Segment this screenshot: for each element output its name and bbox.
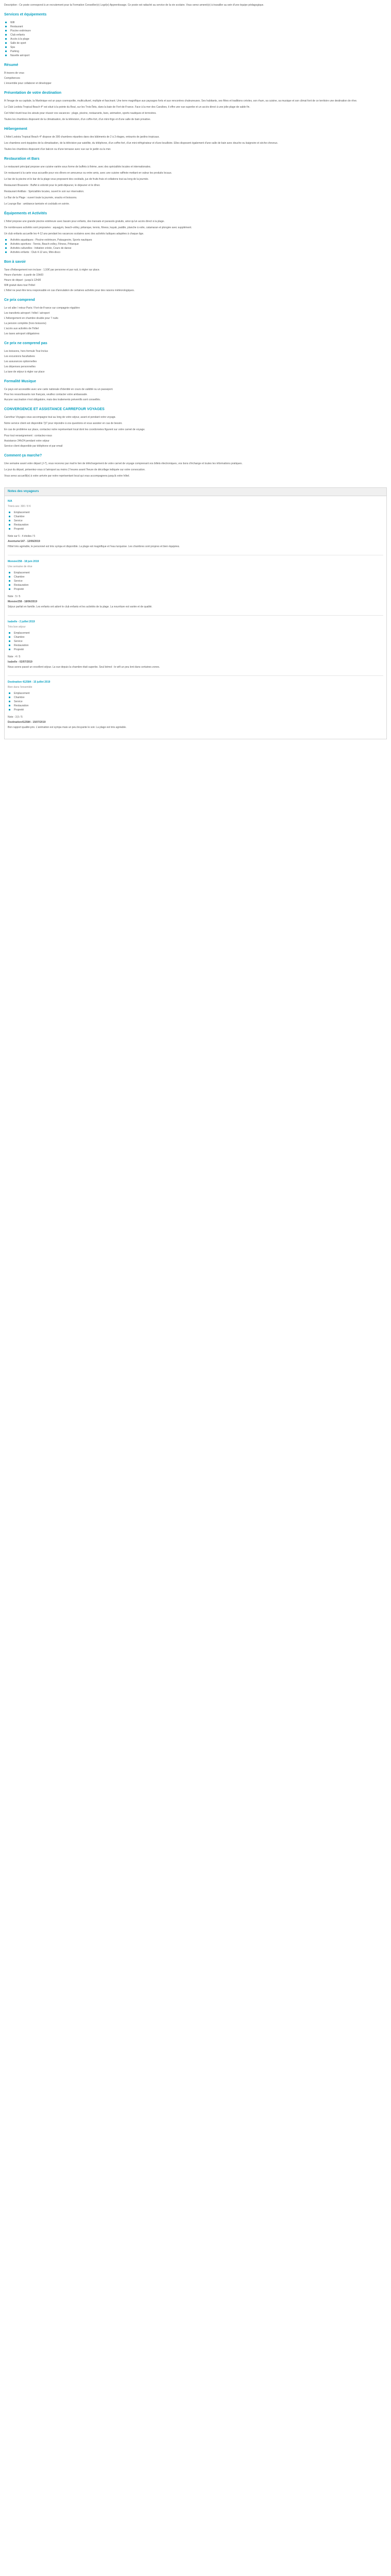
- list-item: Service: [8, 700, 383, 704]
- bon-savoir-line: L'hôtel ne peut être tenu responsable en cas d'annulation de certaines activités pour des raisons météorologiques.: [4, 289, 135, 292]
- resume-line: L'ensemble pour collaborer et développer: [4, 82, 52, 85]
- review-title: Isabelle - 2 juillet 2019: [8, 620, 35, 623]
- list-item: Activités sportives : Tennis, Beach-volley, Fitness, Pétanque: [4, 242, 387, 246]
- services-title: Services et équipements: [4, 13, 47, 16]
- review-author: Isabelle - 02/07/2019: [8, 660, 32, 664]
- prix-comprend-pas-item: Les boissons, hors formule Tout Inclus: [4, 350, 48, 353]
- conseils-paragraph: En cas de problème sur place, contactez notre représentant local dont les coordonnées figurent sur votre carnet de voyage.: [4, 428, 145, 431]
- comment-title: Comment ça marche?: [4, 454, 42, 457]
- review-author: Monsier258 - 18/06/2019: [8, 600, 37, 603]
- conseils-line: Assistance 24h/24 pendant votre séjour: [4, 439, 50, 443]
- review-title: N/A: [8, 500, 12, 503]
- review-title: Monsier258 - 18 juin 2019: [8, 560, 39, 563]
- hebergement-paragraph: Les chambres sont équipées de la climatisation, de la télévision par satellite, du téléphone, d'un coffre-fort, d'un mini-réfrigérateur et d'une bouilloire. Elles disposent également d'une salle de bain avec douche ou baignoire et sèche-cheveux.: [4, 142, 278, 145]
- bon-savoir-line: Wifi gratuit dans tout l'hôtel: [4, 284, 35, 287]
- review-text: Hôtel très agréable, le personnel est très sympa et disponible. La plage est magnifique et l'eau turquoise. Les chambres sont propres et bien équipées.: [8, 545, 180, 548]
- bon-savoir-title: Bon à savoir: [4, 260, 26, 264]
- review-post: [8, 499, 383, 549]
- conseils-paragraph: Carrefour Voyages vous accompagne tout au long de votre séjour, avant et pendant votre voyage.: [4, 416, 116, 419]
- list-item: Service: [8, 579, 383, 583]
- formalites-line: Pour les ressortissants non français, veuillez contacter votre ambassade.: [4, 393, 88, 396]
- conseils-line: Service client disponible par téléphone et par email: [4, 445, 63, 448]
- review-author: Destination412584 - 15/07/2019: [8, 721, 46, 724]
- services-list: [4, 21, 387, 58]
- list-item: Activités aquatiques : Piscine extérieure, Pataugeoire, Sports nautiques: [4, 238, 387, 242]
- list-item: Propreté: [8, 648, 383, 652]
- list-item: Chambre: [8, 635, 383, 639]
- comment-paragraph: Une semaine avant votre départ (J-7), vous recevrez par mail le lien de téléchargement de votre carnet de voyage comprenant vos billets électroniques, vos bons d'échange et toutes les informations pratiques.: [4, 462, 243, 465]
- prix-comprend-item: Les taxes aéroport obligatoires: [4, 332, 40, 335]
- notes-section: [4, 487, 387, 739]
- list-item: Salle de sport: [4, 41, 387, 45]
- restauration-paragraph: Le restaurant principal propose une cuisine variée sous forme de buffets à thème, avec des spécialités locales et internationales.: [4, 165, 151, 168]
- review-criteria-list: [8, 691, 383, 712]
- restauration-paragraph: Le bar de la piscine et le bar de la plage vous proposent des cocktails, jus de fruits frais et collations tout au long de la journée.: [4, 178, 149, 181]
- prix-comprend-item: L'accès aux activités de l'hôtel: [4, 327, 39, 330]
- review-date: Note sur 5 - 4 étoiles / 5: [8, 535, 36, 538]
- list-item: Service: [8, 639, 383, 643]
- divider: [8, 615, 383, 616]
- prix-comprend-item: Le vol aller / retour Paris / Fort-de-France sur compagnie régulière: [4, 307, 80, 310]
- presentation-paragraph: Le Club Lookéa Tropical Beach 4* est situé à la pointe du Bout, sur les Trois-Îlets, dans la baie de Fort-de-France. Face à la mer des Caraïbes, il offre une vue superbe et un accès direct à une jolie plage de sable fin.: [4, 106, 250, 109]
- notes-body: [5, 496, 386, 739]
- prix-comprend-item: Les transferts aéroport / hôtel / aéroport: [4, 312, 50, 315]
- equipements-paragraph: Un club enfants accueille les 4-12 ans pendant les vacances scolaires avec des activités ludiques adaptées à chaque âge.: [4, 232, 144, 235]
- list-item: Propreté: [8, 527, 383, 531]
- list-item: Restauration: [8, 523, 383, 527]
- bon-savoir-line: Heure d'arrivée : à partir de 15h00: [4, 274, 43, 277]
- list-item: Wifi: [4, 21, 387, 25]
- restauration-paragraph: Le Bar de la Plage : ouvert toute la journée, snacks et boissons.: [4, 196, 77, 199]
- list-item: Accès à la plage: [4, 37, 387, 41]
- review-text: Nous avons passé un excellent séjour. La vue depuis la chambre était superbe. Seul bémol : le wifi un peu lent dans certaines zones.: [8, 666, 160, 669]
- prix-comprend-item: L'hébergement en chambre double pour 7 nuits: [4, 317, 58, 320]
- conseils-line: Pour tout renseignement : contactez-nous: [4, 434, 52, 437]
- list-item: Service: [8, 519, 383, 523]
- equipements-paragraph: L'hôtel propose une grande piscine extérieure avec bassin pour enfants, des transats et parasols gratuits, ainsi qu'un accès direct à la plage.: [4, 220, 165, 223]
- prix-comprend-pas-item: La taxe de séjour à régler sur place: [4, 370, 45, 374]
- hebergement-paragraph: Toutes les chambres disposent d'un balcon ou d'une terrasse avec vue sur le jardin ou la mer.: [4, 148, 111, 151]
- list-item: Propreté: [8, 587, 383, 591]
- review-criteria-list: [8, 511, 383, 531]
- resume-line: À travers de vous: [4, 72, 24, 75]
- review-meta: Une semaine de rêve: [8, 565, 32, 568]
- list-item: Parking: [4, 49, 387, 54]
- list-item: Propreté: [8, 708, 383, 712]
- review-title: Destination 412584 - 15 juillet 2019: [8, 681, 51, 684]
- list-item: Navette aéroport: [4, 54, 387, 58]
- review-criteria-list: [8, 631, 383, 652]
- conseils-paragraph: Notre service client est disponible 7j/7 pour répondre à vos questions et vous assister en cas de besoin.: [4, 422, 123, 425]
- presentation-title: Présentation de votre destination: [4, 91, 61, 95]
- review-post: [8, 680, 383, 730]
- prix-comprend-title: Ce prix comprend: [4, 298, 35, 302]
- list-item: Emplacement: [8, 511, 383, 515]
- restauration-paragraph: Restaurant Brasserie : Buffet à volonté pour le petit-déjeuner, le déjeuner et le dîner.: [4, 184, 101, 187]
- equipements-list: [4, 238, 387, 255]
- review-author: Aventurier147 - 12/06/2019: [8, 540, 40, 543]
- list-item: Chambre: [8, 696, 383, 700]
- review-date: Note : 3,5 / 5: [8, 716, 23, 719]
- list-item: Piscine extérieure: [4, 29, 387, 33]
- review-text: Bon rapport qualité-prix. L'animation est sympa mais un peu bruyante le soir. La plage est très agréable.: [8, 726, 127, 729]
- review-post: [8, 560, 383, 609]
- list-item: Club enfants: [4, 33, 387, 37]
- hebergement-title: Hébergement: [4, 127, 27, 131]
- formalites-line: Aucune vaccination n'est obligatoire, mais des traitements préventifs sont conseillés.: [4, 398, 101, 401]
- review-meta: Très bon séjour: [8, 625, 26, 629]
- prix-comprend-pas-item: Les dépenses personnelles: [4, 365, 36, 368]
- notes-header: Notes des voyageurs: [5, 488, 386, 496]
- list-item: Restaurant: [4, 25, 387, 29]
- resume-title: Résumé: [4, 63, 19, 67]
- list-item: Restauration: [8, 704, 383, 708]
- review-date: Note : 4 / 5: [8, 655, 21, 658]
- review-meta: Trierà ses: 300 / 8 K: [8, 505, 31, 508]
- list-item: Spa: [4, 45, 387, 49]
- review-post: [8, 620, 383, 669]
- presentation-paragraph: Cet hôtel réunit tous les atouts pour réussir vos vacances : plage, piscine, restaurants, bars, animation, sports nautiques et terrestres.: [4, 112, 157, 115]
- resume-line: Compétences: [4, 77, 20, 80]
- conseils-title: CONVERGENCE ET ASSISTANCE CARREFOUR VOYAGES: [4, 408, 105, 411]
- restauration-title: Restauration et Bars: [4, 157, 40, 161]
- page: [0, 0, 391, 739]
- prix-comprend-pas-item: Les assurances optionnelles: [4, 360, 37, 363]
- list-item: Restauration: [8, 643, 383, 648]
- list-item: Emplacement: [8, 571, 383, 575]
- hebergement-paragraph: L'hôtel Lookéa Tropical Beach 4* dispose de 300 chambres réparties dans des bâtiments de 2 à 3 étages, entourés de jardins tropicaux.: [4, 135, 160, 139]
- bon-savoir-line: Taxe d'hébergement non incluse : 1,50€ par personne et par nuit, à régler sur place.: [4, 268, 100, 272]
- comment-paragraph: Vous serez accueilli(e) à votre arrivée par notre représentant local qui vous accompagnera jusqu'à votre hôtel.: [4, 474, 130, 478]
- intro-text: Description : Ce poste correspond à un recrutement pour la Formation Conseiller(e) Logé(e) Apprentissage. Ce poste est rattaché au service de la vie scolaire. Vous serez amené(e) à travailler au sein d'une équipe pédagogique.: [4, 4, 264, 7]
- list-item: Emplacement: [8, 691, 383, 696]
- restauration-paragraph: Le Lounge Bar : ambiance tamisée et cocktails en soirée.: [4, 202, 70, 206]
- restauration-paragraph: Un restaurant à la carte vous accueille pour vos dîners en amoureux ou entre amis, avec une cuisine raffinée mettant en valeur les produits locaux.: [4, 172, 172, 175]
- presentation-paragraph: Toutes les chambres disposent de la climatisation, de la télévision, d'un coffre-fort, d'un mini-frigo et d'une salle de bain privative.: [4, 118, 151, 121]
- review-criteria-list: [8, 571, 383, 591]
- list-item: Emplacement: [8, 631, 383, 635]
- formalites-title: Formalité Musique: [4, 380, 36, 383]
- list-item: Restauration: [8, 583, 383, 587]
- list-item: Chambre: [8, 575, 383, 579]
- restauration-paragraph: Restaurant Antillais : Spécialités locales, ouvert le soir sur réservation.: [4, 190, 85, 193]
- comment-paragraph: Le jour du départ, présentez-vous à l'aéroport au moins 2 heures avant l'heure de décollage indiquée sur votre convocation.: [4, 468, 145, 471]
- prix-comprend-item: La pension complète (hors boissons): [4, 322, 46, 325]
- equipements-paragraph: De nombreuses activités sont proposées : aquagym, beach-volley, pétanque, tennis, fitness, kayak, paddle, planche à voile, catamaran et plongée avec supplément.: [4, 226, 192, 229]
- formalites-line: Ce pays est accessible avec une carte nationale d'identité en cours de validité ou un passeport.: [4, 388, 113, 391]
- review-text: Séjour parfait en famille. Les enfants ont adoré le club enfants et les activités de la plage. La nourriture est variée et de qualité.: [8, 605, 153, 608]
- review-meta: Bien dans l'ensemble: [8, 686, 32, 689]
- bon-savoir-line: Heure de départ : jusqu'à 12h00: [4, 279, 41, 282]
- presentation-paragraph: À l'image de sa capitale, la Martinique est un pays cosmopolite, multiculturel, multiple et fascinant. Une terre magnifique aux paysages forts et aux rencontres chaleureuses. Ses habitants, ses fêtes et traditions créoles, son rhum, sa cuisine, sa musique et son climat font de ce territoire une destination de rêve.: [4, 99, 357, 103]
- prix-comprend-pas-title: Ce prix ne comprend pas: [4, 342, 47, 345]
- divider: [8, 675, 383, 676]
- list-item: Chambre: [8, 515, 383, 519]
- prix-comprend-pas-item: Les excursions facultatives: [4, 355, 35, 358]
- list-item: Activités enfants : Club 4-12 ans, Mini-disco: [4, 250, 387, 255]
- review-date: Note : 5 / 5: [8, 595, 21, 598]
- equipements-title: Équipements et Activités: [4, 212, 47, 215]
- list-item: Activités culturelles : Initiation créole, Cours de danse: [4, 246, 387, 250]
